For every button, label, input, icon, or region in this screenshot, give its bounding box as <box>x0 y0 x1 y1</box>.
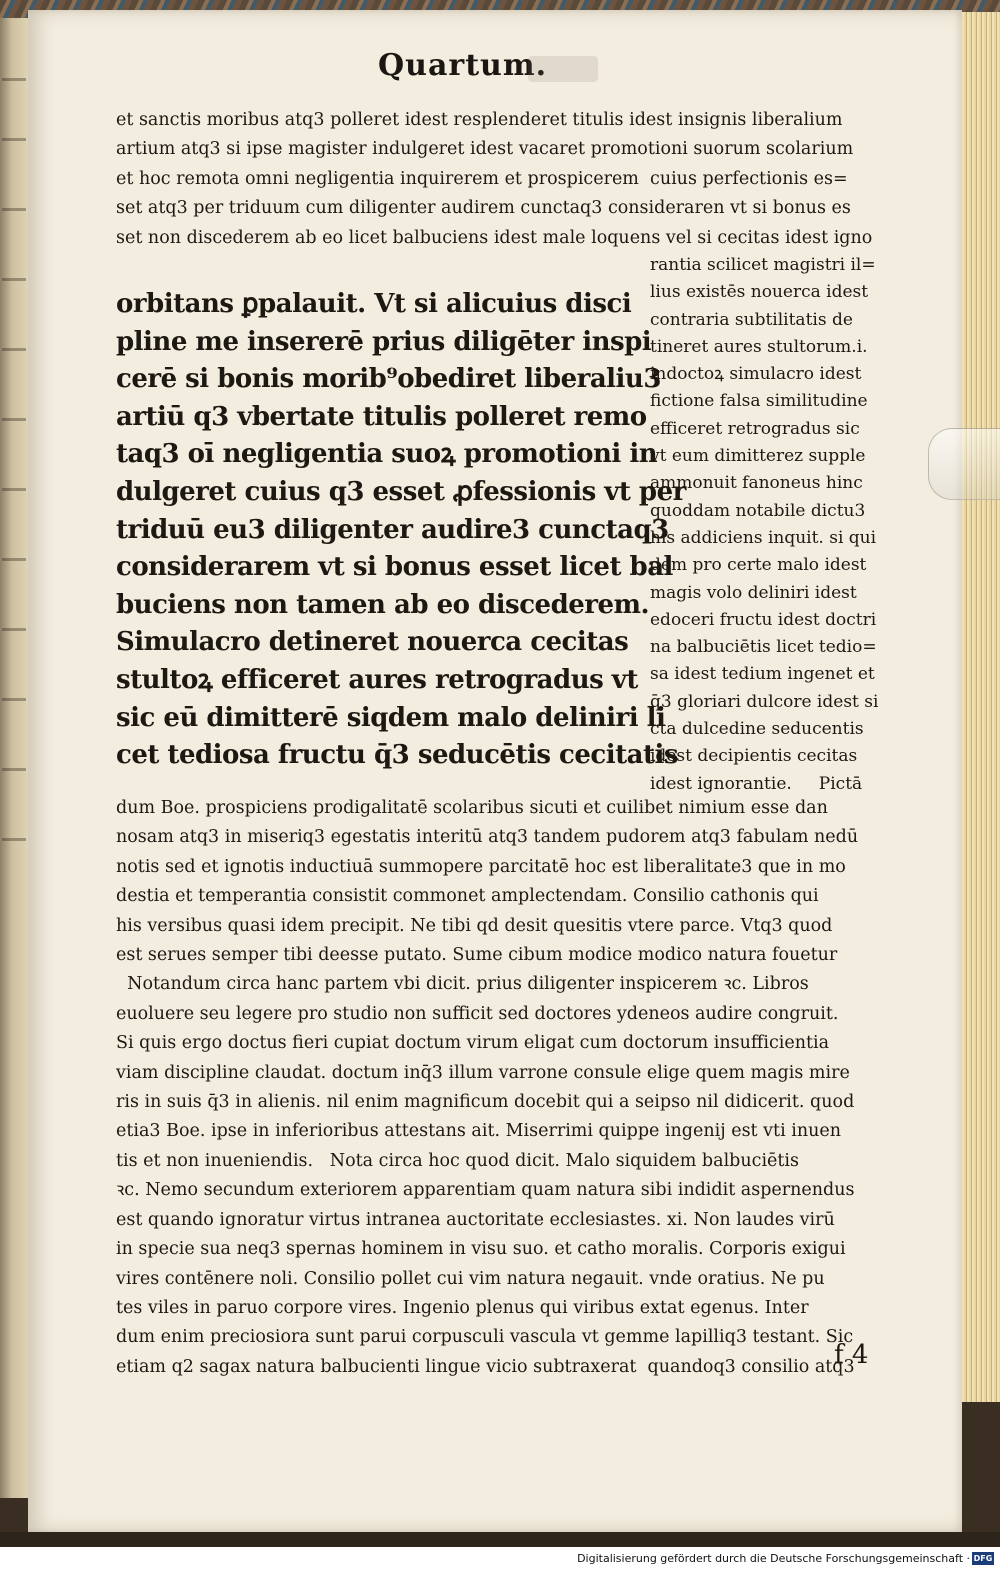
previous-page-edge <box>0 18 31 1498</box>
scan-shadow <box>0 1532 1000 1547</box>
gloss-top: et sanctis moribus atq3 polleret idest resplenderet titulis idest insignis liberalium artium atq3 si ipse magister indulgeret idest vacaret promotioni suorum scolarium et hoc remota omni negligentia inquirerem et prospicerem cuius perfectionis es= set atq3 per triduum cum diligenter audirem cunctaq3 consideraren vt si bonus es set non discederem ab eo licet balbuciens idest male loquens vel si cecitas idest igno <box>116 110 873 248</box>
funding-credit: Digitalisierung gefördert durch die Deutsche Forschungsgemeinschaft · <box>577 1552 970 1565</box>
show-through-mark <box>528 56 598 82</box>
page-fore-edges <box>958 12 1000 1402</box>
book-clip <box>928 428 1000 500</box>
book-page <box>28 10 962 1532</box>
gloss-bottom: dum Boe. prospiciens prodigalitatē scolaribus sicuti et cuilibet nimium esse dan nosam atq3 in miseriq3 egestatis interitū atq3 tandem pudorem atq3 fabulam nedū notis sed et ignotis inductiuā summopere parcitatē hoc est liberalitate3 que in mo destia et temperantia consistit commonet amplectendam. Consilio cathonis qui his versibus quasi idem precipit. Ne tibi qd desit quesitis vtere parce. Vtq3 quod est serues semper tibi deesse putato. Sume cibum modice modico natura fouetur Notandum circa hanc partem vbi dicit. prius diligenter inspicerem ꝛc. Libros euoluere seu legere pro studio non sufficit sed doctores ydeneos audire congruit. Si quis ergo doctus fieri cupiat doctum virum eligat cum doctorum insufficientia viam discipline claudat. doctum inq̄3 illum varrone consule elige quem magis mire ris in suis q̄3 in alienis. nil enim magnificum docebit qui a seipso nil didicerit. quod etia3 Boe. ipse in inferioribus attestans ait. Miserrimi quippe ingenij est vti inuen tis et non inueniendis. Nota circa hoc quod dicit. Malo siquidem balbuciētis ꝛc. Nemo secundum exteriorem apparentiam quam natura sibi indidit aspernendus est quando ignoratur virtus intranea auctoritate ecclesiastes. xi. Non laudes virū in specie sua neq3 spernas hominem in visu suo. et catho moralis. Corporis exigui vires contēnere noli. Consilio pollet cui vim natura negauit. vnde oratius. Ne pu tes viles in paruo corpore vires. Ingenio plenus qui viribus extat egenus. Inter dum enim preciosiora sunt parui corpusculi vascula vt gemme lapilliq3 testant. Sic etiam q2 sagax natura balbucienti lingue vicio subtraxerat quandoq3 consilio atq3 <box>116 798 859 1377</box>
running-title: Quartum. <box>378 48 548 83</box>
main-text-block: orbitans ꝑpalauit. Vt si alicuius disci pline me insererē prius diligēter inspi cerē si bonis morib⁹obediret liberaliu3 artiū q3 vbertate titulis polleret remo taq3 oī negligentia suoꝝ promotioni in dulgeret cuius q3 esset ꝓfessionis vt per triduū eu3 diligenter audire3 cunctaq3 considerarem vt si bonus esset licet bal buciens non tamen ab eo discederem. Simulacro detineret nouerca cecitas stultoꝝ efficeret aures retrogradus vt sic eū dimitterē siqdem malo deliniri li cet tediosa fructu q̄3 seducētis cecitatis <box>116 289 686 771</box>
signature-mark: f 4 <box>834 1340 869 1370</box>
dfg-logo: DFG <box>973 1554 993 1563</box>
side-gloss: rantia scilicet magistri il= lius existēs nouerca idest contraria subtilitatis de tineret aures stultorum.i. indoctoꝝ simulacro idest fictione falsa similitudine efficeret retrogradus sic vt eum dimitterez supple ammonuit fanoneus hinc quoddam notabile dictu3 his addiciens inquit. si qui dem pro certe malo idest magis volo deliniri idest edoceri fructu idest doctri na balbuciētis licet tedio= sa idest tedium ingenet et q̄3 gloriari dulcore idest si cta dulcedine seducentis idest decipientis cecitas idest ignorantie. Pictā <box>650 255 879 794</box>
